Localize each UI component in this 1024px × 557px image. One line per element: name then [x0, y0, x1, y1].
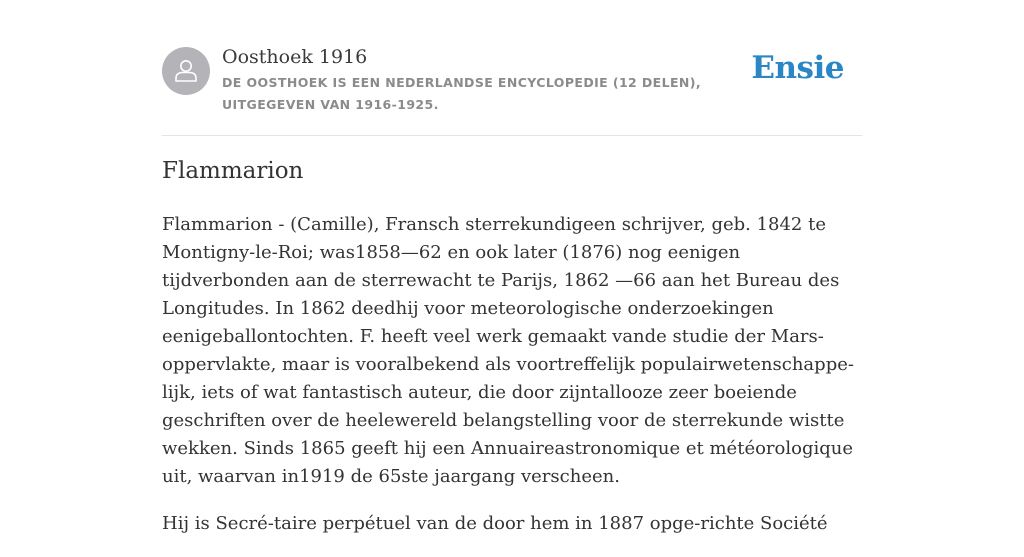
article-title: Flammarion: [162, 158, 304, 184]
page-container: [162, 0, 862, 534]
source-title[interactable]: Oosthoek 1916: [222, 46, 368, 68]
brand-logo[interactable]: Ensie: [751, 50, 844, 86]
article-paragraph: Flammarion - (Camille), Fransch sterrekundigeen schrijver, geb. 1842 te Montigny-le-Roi; was1858—62 en ook later (1876) nog eenigen tijdverbonden aan de sterrewacht te Parijs, 1862 —66 aan het Bureau des Longitudes. In 1862 deedhij voor meteorologische onderzoekingen eenigeballontochten. F. heeft veel werk gemaakt vande studie der Mars-oppervlakte, maar is vooralbekend als voortreffelijk populairwetenschappe-lijk, iets of wat fantastisch auteur, die door zijntallooze zeer boeiende geschriften over de heelewereld belangstelling voor de sterrekunde wistte wekken. Sinds 1865 geeft hij een Annuaireastronomique et météorologique uit, waarvan in1919 de 65ste jaargang verscheen.: [162, 214, 854, 487]
article-body: [162, 211, 862, 557]
article-paragraph: Hij is Secré-taire perpétuel van de door hem in 1887 opge-richte Société: [162, 513, 828, 534]
source-description: DE OOSTHOEK IS EEN NEDERLANDSE ENCYCLOPEDIE (12 DELEN), UITGEGEVEN VAN 1916-1925.: [222, 75, 702, 112]
avatar[interactable]: [162, 47, 210, 95]
user-icon: [172, 57, 200, 85]
source-header: [162, 0, 862, 136]
